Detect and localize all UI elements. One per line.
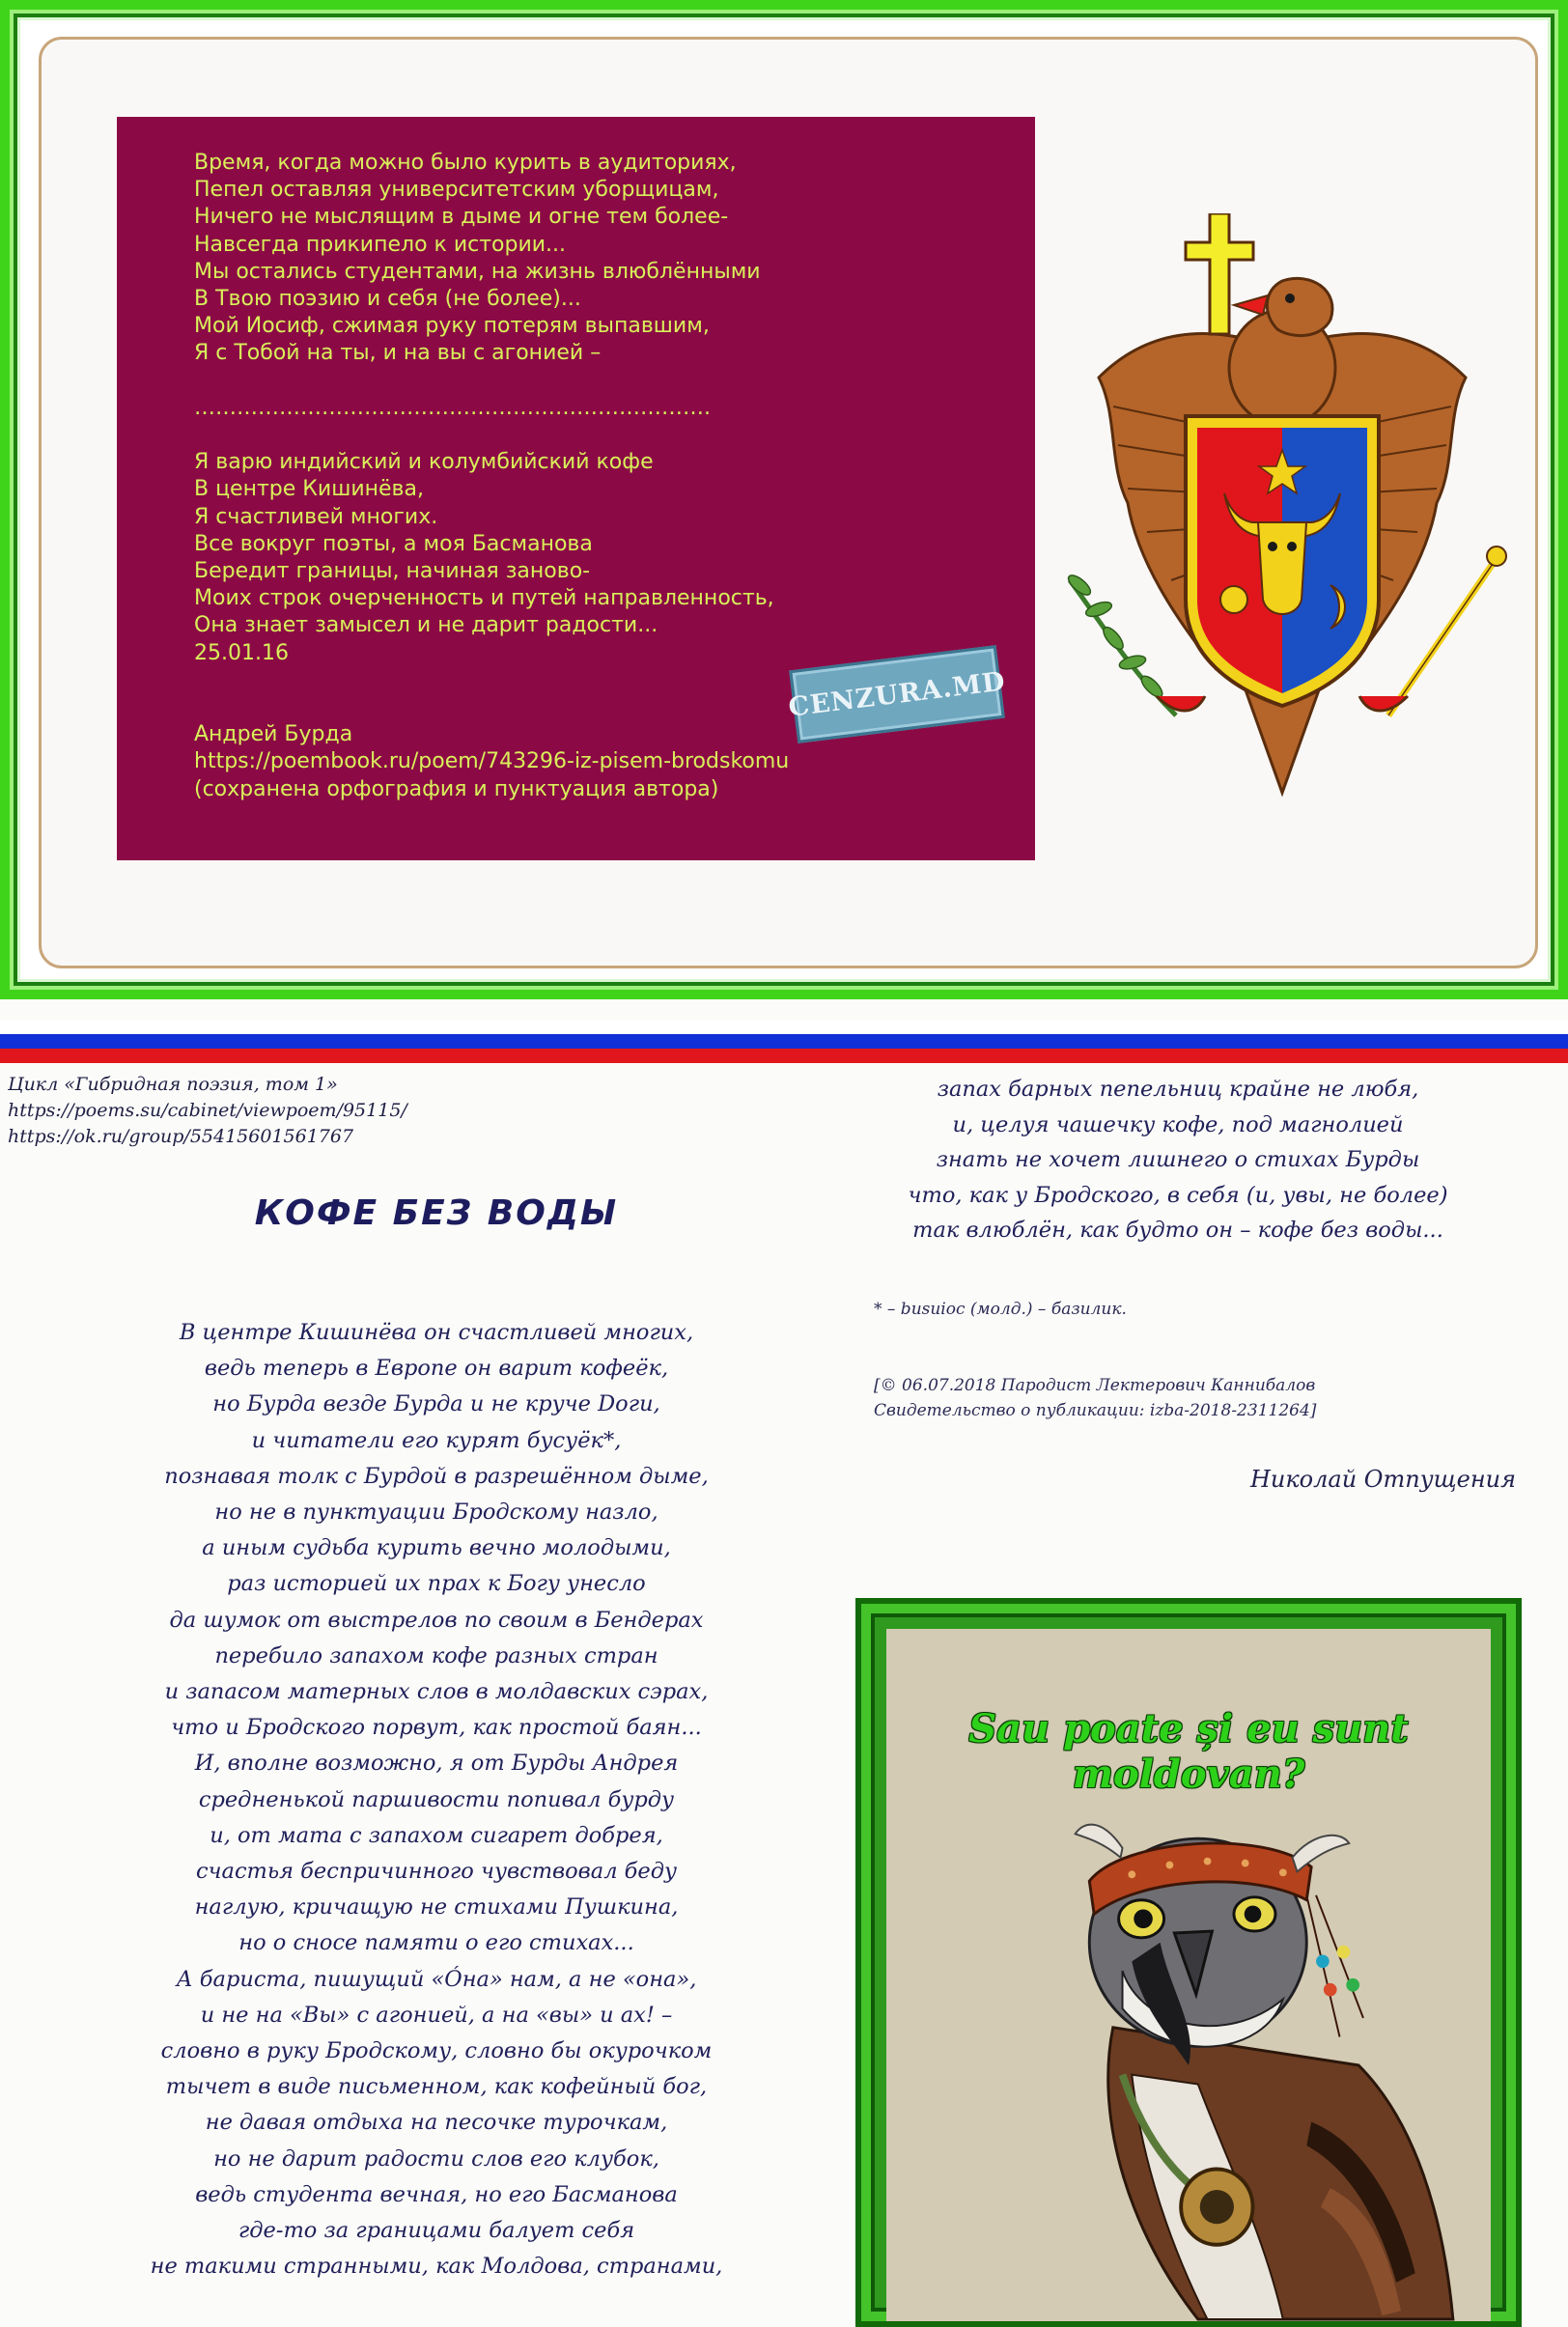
footnote: * – busuioc (молд.) – базилик. [874, 1300, 1127, 1319]
parody-line: и запасом матерных слов в молдавских сэрах, [164, 1679, 709, 1705]
poem-line: Мой Иосиф, сжимая руку потерям выпавшим, [194, 314, 710, 339]
poem-line: (сохранена орфография и пунктуация автора) [194, 776, 719, 801]
poem-line [194, 422, 1005, 449]
flag-blue-stripe [0, 1034, 1568, 1049]
top-frame [0, 0, 1568, 999]
poem-line: Андрей Бурда [194, 722, 353, 747]
parody-line: и не на «Вы» с агонией, а на «вы» и ах! – [200, 2002, 673, 2028]
poem-line: Навсегда прикипело к истории... [194, 232, 567, 257]
parody-line: ведь теперь в Европе он варит кофеёк, [204, 1356, 669, 1382]
copyright-block [874, 1373, 1316, 1423]
parody-title: КОФЕ БЕЗ ВОДЫ [254, 1193, 619, 1233]
parody-line: словно в руку Бродскому, словно бы окурочком [160, 2038, 713, 2064]
poem-line: Мы остались студентами, на жизнь влюблёнными [194, 259, 761, 284]
parody-line: да шумок от выстрелов по своим в Бендерах [169, 1607, 704, 1633]
poem-line: Моих строк очерченность и путей направленность, [194, 586, 774, 611]
parody-line: и, целуя чашечку кофе, под магнолией [952, 1111, 1404, 1137]
parody-line: что, как у Бродского, в себя (и, увы, не более) [908, 1182, 1448, 1208]
parody-line: но о сносе памяти о его стихах... [238, 1930, 634, 1956]
parody-line: не такими странными, как Молдова, странами, [150, 2254, 723, 2280]
parody-line: но не в пунктуации Бродскому назло, [214, 1500, 658, 1526]
parody-line: ведь студента вечная, но его Басманова [195, 2181, 678, 2207]
parody-line: но не дарит радости слов его клубок, [213, 2145, 659, 2172]
cycle-link-ok[interactable]: https://ok.ru/group/55415601561767 [8, 1126, 354, 1147]
parody-line: знать не хочет лишнего о стихах Бурды [936, 1147, 1420, 1172]
parody-line: раз историей их прах к Богу унесло [227, 1571, 646, 1597]
poem-line: Я счастливей многих. [194, 504, 438, 529]
parody-line: А бариста, пишущий «Óна» нам, а не «она», [176, 1966, 697, 1992]
poem-line: Пепел оставляя университетским уборщицам, [194, 178, 719, 203]
poem-line: Она знает замысел и не дарит радости... [194, 613, 658, 638]
author-signature: Николай Отпущения [1249, 1466, 1516, 1493]
cenzura-stamp: CENZURA.MD [789, 645, 1005, 743]
poem-line: Я варю индийский и колумбийский кофе [194, 450, 654, 475]
copyright-line: [© 06.07.2018 Пародист Лектерович Каннибалов [874, 1376, 1316, 1395]
poem-line: 25.01.16 [194, 640, 289, 665]
original-poem-box [117, 117, 1035, 860]
poem-line: Все вокруг поэты, а моя Басманова [194, 531, 593, 556]
flag-white-stripe [0, 1020, 1568, 1034]
poem-line: В центре Кишинёва, [194, 477, 424, 502]
poem-line: В Твою поэзию и себя (не более)... [194, 287, 581, 312]
moldova-coat-of-arms-icon [1041, 213, 1524, 812]
poem-line: Я с Тобой на ты, и на вы с агонией – [194, 341, 602, 366]
poem-line: ………………………………………………………………. [194, 395, 711, 420]
parody-line: перебило запахом кофе разных стран [214, 1642, 658, 1668]
illustration-panel [886, 1629, 1491, 2321]
cycle-meta [8, 1072, 407, 1150]
illustration-frame [855, 1598, 1522, 2327]
parody-line: так влюблён, как будто он – кофе без воды... [912, 1218, 1443, 1243]
flag-red-stripe [0, 1049, 1568, 1063]
parody-line: запах барных пепельниц крайне не любя, [937, 1077, 1419, 1102]
parody-line: счастья беспричинного чувствовал беду [195, 1859, 678, 1885]
parody-text-right [840, 1072, 1516, 1248]
poem-line: Время, когда можно было курить в аудиториях, [194, 151, 737, 175]
parody-line: не давая отдыха на песочке турочкам, [205, 2110, 668, 2136]
parody-line: что и Бродского порвут, как простой баян... [171, 1715, 702, 1741]
flag-stripe [0, 1020, 1568, 1063]
parody-line: и, от мата с запахом сигарет добрея, [210, 1822, 663, 1848]
parody-line: средненькой паршивости попивал бурду [198, 1786, 675, 1812]
parody-line: И, вполне возможно, я от Бурды Андрея [194, 1751, 679, 1777]
cycle-title: Цикл «Гибридная поэзия, том 1» [8, 1074, 338, 1095]
illustration-caption: Sau poate și eu sunt moldovan? [968, 1706, 1409, 1797]
parody-line: тычет в виде письменном, как кофейный бог, [165, 2074, 708, 2100]
parody-line: но Бурда везде Бурда и не круче Dоги, [212, 1391, 660, 1417]
poem-line: https://poembook.ru/poem/743296-iz-pisem-brodskomu [194, 749, 790, 774]
parody-line: а иным судьба курить вечно молодыми, [202, 1535, 671, 1561]
publication-certificate: Свидетельство о публикации: izba-2018-2311264] [874, 1401, 1317, 1420]
parody-line: В центре Кишинёва он счастливей многих, [179, 1320, 694, 1345]
parody-text-left [0, 1315, 873, 2285]
parody-line: познавая толк с Бурдой в разрешённом дыме, [164, 1463, 709, 1489]
poem-line [194, 368, 1005, 395]
poem-line: Бередит границы, начиная заново- [194, 559, 591, 584]
parody-line: и читатели его курят бусуёк*, [251, 1427, 622, 1453]
parody-line: наглую, кричащую не стихами Пушкина, [194, 1894, 679, 1920]
sparrow-illustration-icon [886, 1629, 1491, 2321]
parody-line: где-то за границами балует себя [238, 2218, 635, 2244]
poem-card [39, 37, 1538, 968]
poem-line: Ничего не мыслящим в дыме и огне тем более- [194, 205, 729, 230]
cycle-link-poems[interactable]: https://poems.su/cabinet/viewpoem/95115/ [8, 1100, 407, 1121]
